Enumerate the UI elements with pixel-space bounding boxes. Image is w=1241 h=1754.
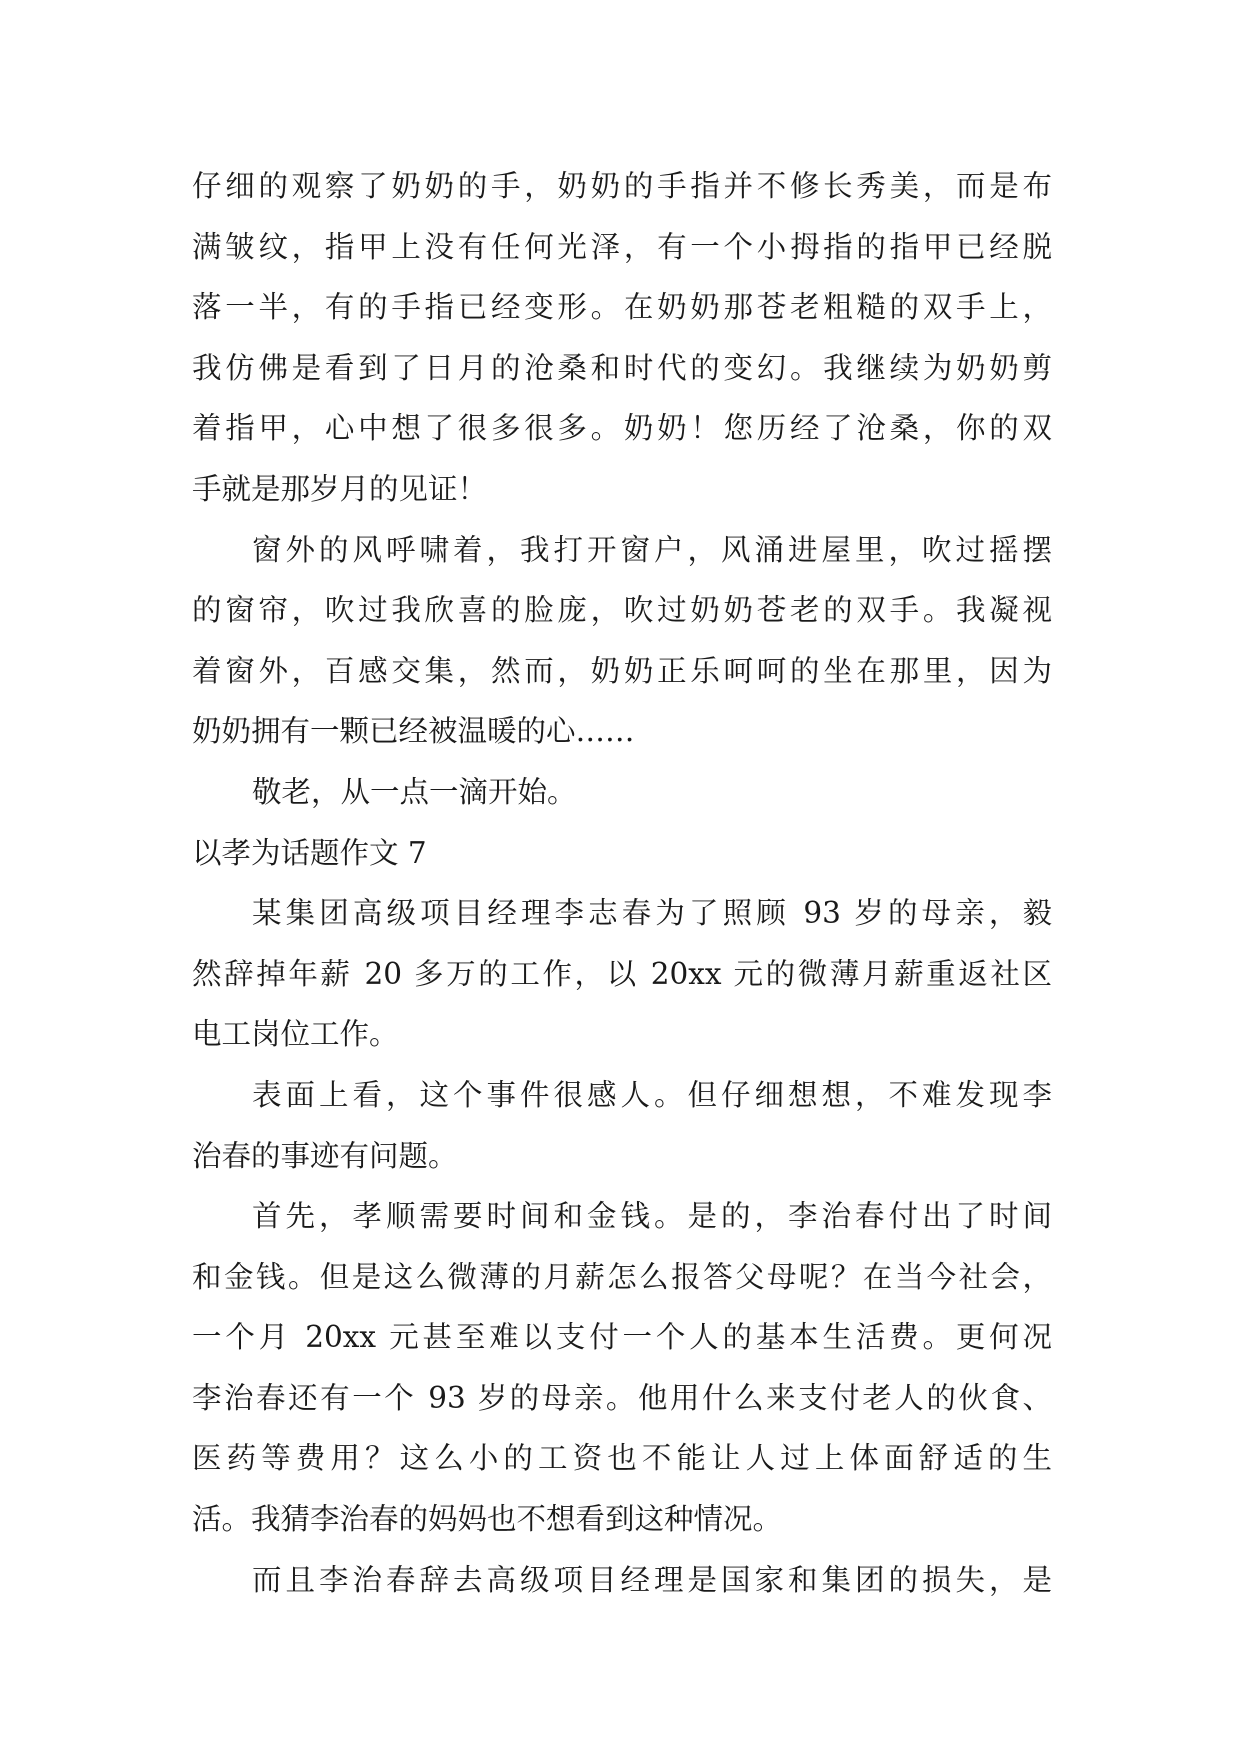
paragraph [192, 762, 1052, 823]
text-line: 奶奶拥有一颗已经被温暖的心…… [192, 714, 635, 749]
text-line: 我仿佛是看到了日月的沧桑和时代的变幻。我继续为奶奶剪 [192, 350, 1052, 385]
text-line: 然辞掉年薪 20 多万的工作，以 20xx 元的微薄月薪重返社区 [192, 956, 1052, 991]
paragraph [192, 1186, 1052, 1550]
paragraph [192, 1550, 1052, 1611]
text-line: 活。我猜李治春的妈妈也不想看到这种情况。 [192, 1502, 783, 1537]
document-body [192, 156, 1052, 1610]
text-line: 李治春还有一个 93 岁的母亲。他用什么来支付老人的伙食、 [192, 1380, 1052, 1415]
text-line: 的窗帘，吹过我欣喜的脸庞，吹过奶奶苍老的双手。我凝视 [192, 593, 1052, 628]
text-line: 某集团高级项目经理李志春为了照顾 93 岁的母亲，毅 [252, 896, 1052, 931]
paragraph [192, 883, 1052, 1065]
text-line: 仔细的观察了奶奶的手，奶奶的手指并不修长秀美，而是布 [192, 169, 1052, 203]
text-line: 首先，孝顺需要时间和金钱。是的，李治春付出了时间 [252, 1199, 1052, 1234]
section-heading: 以孝为话题作文 7 [192, 835, 427, 870]
text-line: 表面上看，这个事件很感人。但仔细想想，不难发现李 [252, 1077, 1052, 1112]
text-line: 和金钱。但是这么微薄的月薪怎么报答父母呢？在当今社会， [192, 1259, 1052, 1294]
text-line: 手就是那岁月的见证！ [192, 471, 488, 506]
paragraph [192, 520, 1052, 762]
text-line: 窗外的风呼啸着，我打开窗户，风涌进屋里，吹过摇摆 [252, 532, 1052, 567]
text-line: 敬老，从一点一滴开始。 [252, 774, 577, 809]
text-line: 着指甲，心中想了很多很多。奶奶！您历经了沧桑，你的双 [192, 411, 1052, 446]
paragraph [192, 1065, 1052, 1186]
text-line: 落一半，有的手指已经变形。在奶奶那苍老粗糙的双手上， [192, 290, 1052, 325]
paragraph [192, 156, 1052, 520]
text-line: 医药等费用？这么小的工资也不能让人过上体面舒适的生 [192, 1441, 1052, 1476]
text-line: 着窗外，百感交集，然而，奶奶正乐呵呵的坐在那里，因为 [192, 653, 1052, 688]
text-line: 一个月 20xx 元甚至难以支付一个人的基本生活费。更何况 [192, 1320, 1052, 1355]
text-line: 满皱纹，指甲上没有任何光泽，有一个小拇指的指甲已经脱 [192, 229, 1052, 264]
text-line: 电工岗位工作。 [192, 1017, 399, 1052]
text-line: 而且李治春辞去高级项目经理是国家和集团的损失，是 [252, 1562, 1052, 1597]
text-line: 治春的事迹有问题。 [192, 1138, 458, 1173]
